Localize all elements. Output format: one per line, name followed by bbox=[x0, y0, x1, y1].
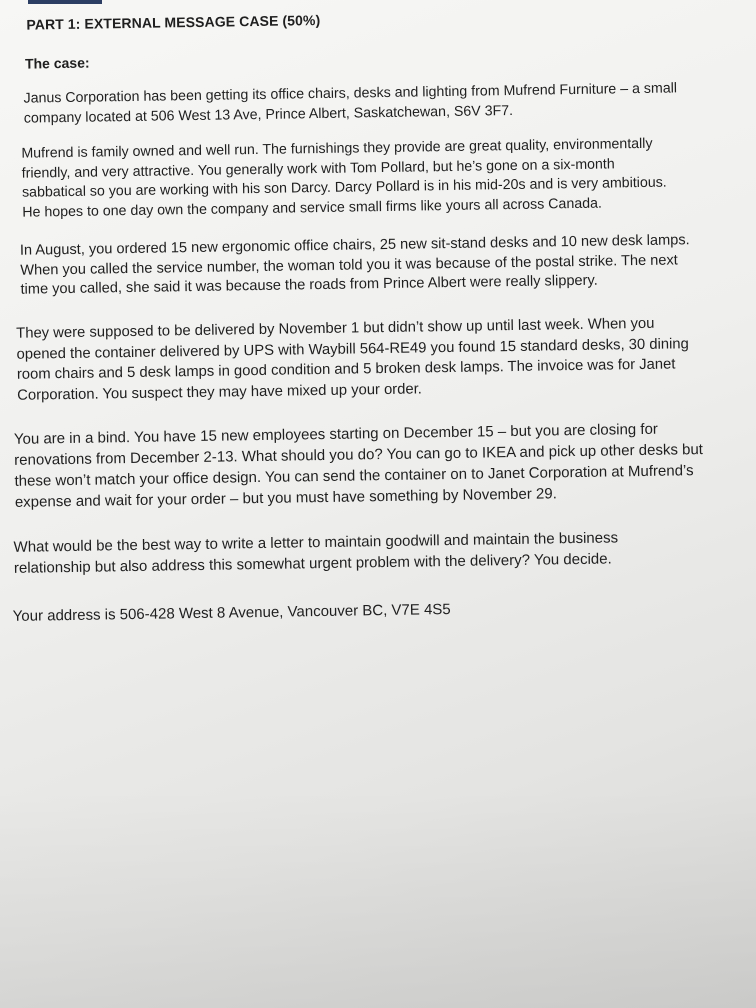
text-line: relationship but also address this somewhat urgent problem with the delivery? You decide. bbox=[13, 550, 612, 577]
text-line: company located at 506 West 13 Ave, Prince Albert, Saskatchewan, S6V 3F7. bbox=[23, 102, 514, 127]
text-line: When you called the service number, the woman told you it was because of the postal strike. The next bbox=[20, 251, 678, 279]
text-line: Your address is 506-428 West 8 Avenue, Vancouver BC, V7E 4S5 bbox=[12, 600, 451, 625]
case-subheading: The case: bbox=[24, 54, 90, 72]
text-line: room chairs and 5 desk lamps in good condition and 5 broken desk lamps. The invoice was for Janet bbox=[16, 356, 676, 383]
text-line: You are in a bind. You have 15 new employees starting on December 15 – but you are closing for bbox=[13, 420, 659, 448]
text-line: renovations from December 2-13. What should you do? You can go to IKEA and pick up other desks but bbox=[14, 441, 704, 469]
paragraph-your-address bbox=[13, 599, 451, 627]
text-line: What would be the best way to write a letter to maintain goodwill and maintain the business bbox=[13, 529, 619, 556]
text-line: time you called, she said it was because the roads from Prince Albert were really slippery. bbox=[20, 272, 598, 298]
paragraph-deadline bbox=[14, 418, 704, 513]
paragraph-task-question bbox=[13, 527, 618, 578]
text-line: Janus Corporation has been getting its office chairs, desks and lighting from Mufrend Furniture – a small bbox=[23, 80, 678, 107]
text-line: these won’t match your office design. You can send the container on to Janet Corporation at Mufrend’s bbox=[14, 462, 694, 490]
paragraph-client-intro bbox=[23, 79, 677, 128]
paragraph-order-details bbox=[20, 231, 691, 300]
text-line: In August, you ordered 15 new ergonomic office chairs, 25 new sit-stand desks and 10 new desk lamps. bbox=[19, 232, 690, 259]
text-line: expense and wait for your order – but you must have something by November 29. bbox=[14, 485, 557, 511]
text-line: Mufrend is family owned and well run. The furnishings they provide are great quality, environmentally bbox=[21, 135, 653, 162]
text-line: Corporation. You suspect they may have mixed up your order. bbox=[17, 380, 422, 404]
text-line: They were supposed to be delivered by November 1 but didn’t show up until last week. When you bbox=[16, 315, 655, 342]
text-line: sabbatical so you are working with his son Darcy. Darcy Pollard is in his mid-20s and is very ambitious. bbox=[21, 174, 667, 201]
paragraph-delivery-problem bbox=[16, 313, 690, 406]
text-line: friendly, and very attractive. You generally work with Tom Pollard, but he’s gone on a six-month bbox=[21, 155, 615, 182]
document-heading: PART 1: EXTERNAL MESSAGE CASE (50%) bbox=[26, 11, 321, 33]
text-line: He hopes to one day own the company and service small firms like yours all across Canada. bbox=[22, 195, 603, 221]
text-line: opened the container delivered by UPS with Waybill 564-RE49 you found 15 standard desks, 30 dining bbox=[16, 335, 689, 363]
paragraph-supplier-description bbox=[21, 135, 667, 223]
